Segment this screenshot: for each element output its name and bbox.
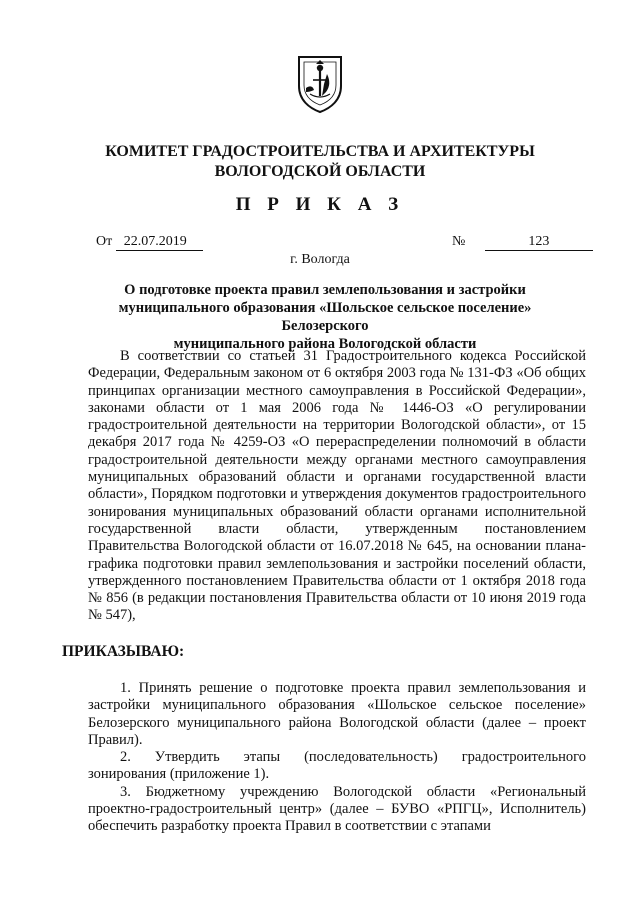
date-field	[96, 234, 203, 251]
authority-line-1: КОМИТЕТ ГРАДОСТРОИТЕЛЬСТВА И АРХИТЕКТУРЫ	[105, 143, 535, 160]
number-label: №	[452, 234, 466, 249]
order-item-1: 1. Принять решение о подготовке проекта правил землепользования и застройки муниципального образования «Шольское сельское поселение» Белозерского муниципального района Вологодской области (далее – проект Правил).	[88, 680, 586, 748]
order-item-2: 2. Утвердить этапы (последовательность) градостроительного зонирования (приложение 1).	[88, 749, 586, 783]
preamble-paragraph: В соответствии со статьей 31 Градостроительного кодекса Российской Федерации, Федеральным законом от 6 октября 2003 года № 131-ФЗ «Об общих принципах организации местного самоуправления в Российской Федерации», законами области от 1 мая 2006 года № 1446-ОЗ «О регулировании градостроительной деятельности на территории Вологодской области», от 15 декабря 2017 года № 4259-ОЗ «О перераспределении полномочий в области градостроительной деятельности между органами местного самоуправления муниципальных образований области и органами государственной власти области», Порядком подготовки и утверждения документов градостроительного зонирования муниципальных образований области органами исполнительной государственной власти области, утвержденным постановлением Правительства Вологодской области от 16.07.2018 № 645, на основании плана-графика подготовки правил землепользования и застройки поселений области, утвержденного постановлением Правительства области от 1 октября 2018 года № 856 (в редакции постановления Правительства области от 10 июня 2019 года № 547),	[88, 348, 586, 624]
document-type: П Р И К А З	[235, 194, 405, 215]
subject-line-1: О подготовке проекта правил землепользования и застройки	[124, 282, 526, 298]
authority-line-2: ВОЛОГОДСКОЙ ОБЛАСТИ	[214, 163, 426, 180]
number-value: 123	[485, 234, 593, 251]
order-subject	[90, 281, 560, 353]
issuing-authority	[0, 142, 640, 182]
subject-line-2: муниципального образования «Шольское сельское поселение» Белозерского	[118, 300, 532, 334]
date-label: От	[96, 234, 113, 249]
order-word: ПРИКАЗЫВАЮ:	[62, 643, 185, 660]
date-value: 22.07.2019	[116, 234, 203, 251]
order-items	[88, 680, 586, 836]
subject-line-3: муниципального района Вологодской области	[173, 336, 477, 352]
preamble	[88, 348, 586, 625]
city: г. Вологда	[290, 252, 350, 267]
number-field	[452, 234, 593, 251]
order-item-3: 3. Бюджетному учреждению Вологодской области «Региональный проектно-градостроительный центр» (далее – БУВО «РПГЦ», Исполнитель) обеспечить разработку проекта Правил в соответствии с этапами	[88, 783, 586, 835]
vologda-coat-of-arms-icon	[296, 54, 344, 114]
